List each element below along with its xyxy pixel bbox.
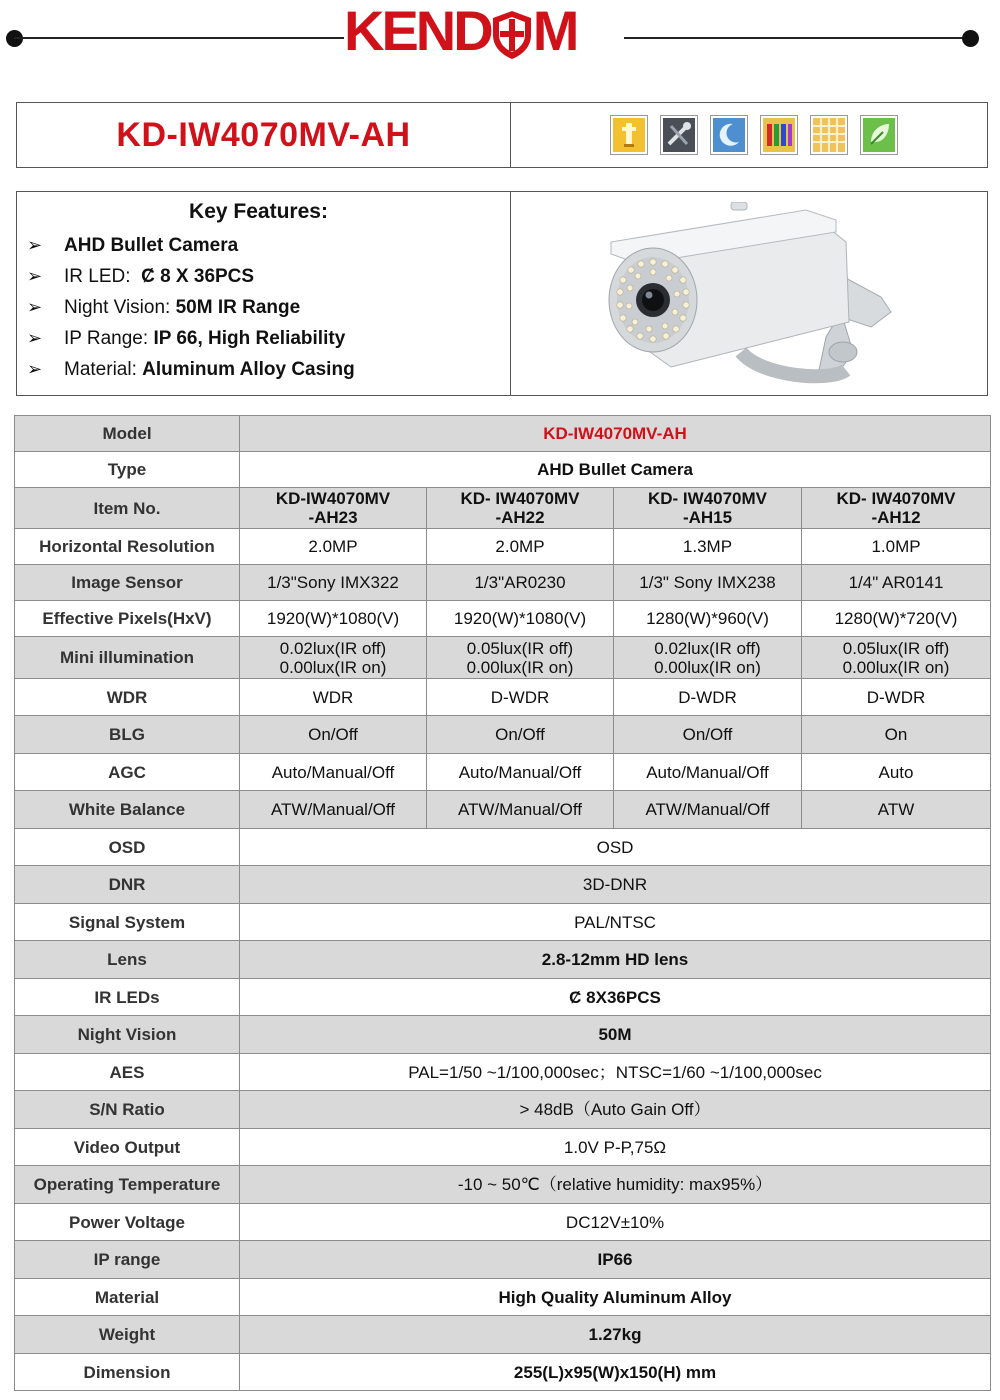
- spec-value: 1/3"Sony IMX322: [240, 565, 427, 601]
- spec-value: Auto: [802, 754, 991, 791]
- spec-value: 3D-DNR: [240, 866, 991, 904]
- spec-label: Type: [15, 452, 240, 488]
- table-row: [15, 637, 991, 679]
- spec-value: 1/4" AR0141: [802, 565, 991, 601]
- table-row: [15, 829, 991, 866]
- spec-value: KD- IW4070MV -AH12: [802, 488, 991, 529]
- spec-value: D-WDR: [802, 679, 991, 716]
- spec-label: AES: [15, 1054, 240, 1091]
- spec-value: 0.05lux(IR off) 0.00lux(IR on): [427, 637, 614, 679]
- decor-line: [14, 37, 344, 39]
- arrow-bullet-icon: ➢: [27, 297, 43, 317]
- spec-label: IP range: [15, 1241, 240, 1279]
- spec-value: IP66: [240, 1241, 991, 1279]
- spec-value: ATW/Manual/Off: [427, 791, 614, 829]
- spec-label: Night Vision: [15, 1016, 240, 1054]
- spec-value: AHD Bullet Camera: [240, 452, 991, 488]
- spec-value: 1.27kg: [240, 1316, 991, 1354]
- table-row: [15, 754, 991, 791]
- spec-label: Power Voltage: [15, 1204, 240, 1241]
- model-title-box: [16, 102, 988, 168]
- spec-label: Mini illumination: [15, 637, 240, 679]
- spec-value: DC12V±10%: [240, 1204, 991, 1241]
- color-bars-icon: [760, 115, 798, 155]
- spec-value: 255(L)x95(W)x150(H) mm: [240, 1354, 991, 1391]
- spec-value: -10 ~ 50℃（relative humidity: max95%）: [240, 1166, 991, 1204]
- spec-value: 1280(W)*720(V): [802, 601, 991, 637]
- table-row: [15, 529, 991, 565]
- spec-value: On/Off: [240, 716, 427, 754]
- feature-item: ➢ Night Vision: 50M IR Range: [17, 292, 510, 323]
- spec-value: 2.8-12mm HD lens: [240, 941, 991, 979]
- table-row: [15, 904, 991, 941]
- spec-value: On/Off: [427, 716, 614, 754]
- spec-label: S/N Ratio: [15, 1091, 240, 1129]
- spec-value: 1/3" Sony IMX238: [614, 565, 802, 601]
- spec-value: KD-IW4070MV -AH23: [240, 488, 427, 529]
- spec-value: WDR: [240, 679, 427, 716]
- table-row: [15, 452, 991, 488]
- spec-table: [14, 415, 991, 1391]
- spec-value: KD- IW4070MV -AH22: [427, 488, 614, 529]
- spec-label: Weight: [15, 1316, 240, 1354]
- brand-logo: KEND M: [344, 0, 577, 62]
- spec-value: 50M: [240, 1016, 991, 1054]
- arrow-bullet-icon: ➢: [27, 266, 43, 286]
- table-row: [15, 1054, 991, 1091]
- spec-label: OSD: [15, 829, 240, 866]
- spec-label: Image Sensor: [15, 565, 240, 601]
- spec-value: On: [802, 716, 991, 754]
- spec-value: 1920(W)*1080(V): [427, 601, 614, 637]
- features-title: Key Features:: [189, 200, 328, 223]
- spec-value: ATW/Manual/Off: [240, 791, 427, 829]
- leaf-check-icon: [860, 115, 898, 155]
- spec-value: High Quality Aluminum Alloy: [240, 1279, 991, 1316]
- product-photo: [511, 192, 987, 395]
- spec-label: Video Output: [15, 1129, 240, 1166]
- arrow-bullet-icon: ➢: [27, 235, 43, 255]
- table-row: [15, 941, 991, 979]
- grid-icon: [810, 115, 848, 155]
- spec-value: D-WDR: [614, 679, 802, 716]
- spec-label: Signal System: [15, 904, 240, 941]
- table-row: [15, 416, 991, 452]
- spec-value: 2.0MP: [240, 529, 427, 565]
- spec-value: ATW/Manual/Off: [614, 791, 802, 829]
- spec-value: Auto/Manual/Off: [614, 754, 802, 791]
- spec-value: On/Off: [614, 716, 802, 754]
- table-row: [15, 1279, 991, 1316]
- spec-value: 1920(W)*1080(V): [240, 601, 427, 637]
- spec-label: BLG: [15, 716, 240, 754]
- model-title: KD-IW4070MV-AH: [116, 115, 411, 154]
- spec-label: Item No.: [15, 488, 240, 529]
- spec-label: Horizontal Resolution: [15, 529, 240, 565]
- feature-item: ➢ AHD Bullet Camera: [17, 230, 510, 261]
- feature-icons: [511, 103, 987, 167]
- table-row: [15, 601, 991, 637]
- spec-label: Lens: [15, 941, 240, 979]
- spec-label: Operating Temperature: [15, 1166, 240, 1204]
- arrow-bullet-icon: ➢: [27, 328, 43, 348]
- spec-label: White Balance: [15, 791, 240, 829]
- spec-label: WDR: [15, 679, 240, 716]
- table-row: [15, 866, 991, 904]
- night-moon-icon: [710, 115, 748, 155]
- spec-label: AGC: [15, 754, 240, 791]
- table-row: [15, 1316, 991, 1354]
- table-row: [15, 679, 991, 716]
- spec-value: KD-IW4070MV-AH: [240, 416, 991, 452]
- shield-logo-icon: [489, 9, 535, 61]
- table-row: [15, 1129, 991, 1166]
- spec-label: DNR: [15, 866, 240, 904]
- spec-value: PAL/NTSC: [240, 904, 991, 941]
- spec-value: Ȼ 8X36PCS: [240, 979, 991, 1016]
- spec-value: 1.3MP: [614, 529, 802, 565]
- feature-list: [17, 230, 510, 385]
- table-row: [15, 1016, 991, 1054]
- spec-value: 0.02lux(IR off) 0.00lux(IR on): [240, 637, 427, 679]
- spec-value: KD- IW4070MV -AH15: [614, 488, 802, 529]
- table-row: [15, 1241, 991, 1279]
- spec-value: 1280(W)*960(V): [614, 601, 802, 637]
- table-row: [15, 1204, 991, 1241]
- brand-header: [0, 0, 1000, 80]
- feature-item: ➢ Material: Aluminum Alloy Casing: [17, 354, 510, 385]
- decor-dot: [962, 30, 979, 47]
- spec-label: Dimension: [15, 1354, 240, 1391]
- key-features-box: [16, 191, 988, 396]
- spec-value: PAL=1/50 ~1/100,000sec；NTSC=1/60 ~1/100,000sec: [240, 1054, 991, 1091]
- spec-label: Model: [15, 416, 240, 452]
- spec-label: Material: [15, 1279, 240, 1316]
- spec-value: 1/3"AR0230: [427, 565, 614, 601]
- table-row: [15, 979, 991, 1016]
- spec-label: Effective Pixels(HxV): [15, 601, 240, 637]
- spec-value: > 48dB（Auto Gain Off）: [240, 1091, 991, 1129]
- spec-value: 0.02lux(IR off) 0.00lux(IR on): [614, 637, 802, 679]
- spec-value: OSD: [240, 829, 991, 866]
- spec-value: 0.05lux(IR off) 0.00lux(IR on): [802, 637, 991, 679]
- spec-label: IR LEDs: [15, 979, 240, 1016]
- table-row: [15, 565, 991, 601]
- table-row: [15, 791, 991, 829]
- spec-value: 1.0V P-P,75Ω: [240, 1129, 991, 1166]
- spec-value: 2.0MP: [427, 529, 614, 565]
- spec-value: 1.0MP: [802, 529, 991, 565]
- table-row: [15, 488, 991, 529]
- bullet-camera-image: [591, 202, 911, 392]
- feature-item: ➢ IP Range: IP 66, High Reliability: [17, 323, 510, 354]
- feature-item: ➢ IR LED: Ȼ 8 X 36PCS: [17, 261, 510, 292]
- table-row: [15, 716, 991, 754]
- decor-line: [624, 37, 972, 39]
- spec-value: Auto/Manual/Off: [240, 754, 427, 791]
- tools-icon: [660, 115, 698, 155]
- dome-lens-icon: [610, 115, 648, 155]
- spec-value: D-WDR: [427, 679, 614, 716]
- table-row: [15, 1166, 991, 1204]
- arrow-bullet-icon: ➢: [27, 359, 43, 379]
- spec-value: Auto/Manual/Off: [427, 754, 614, 791]
- spec-value: ATW: [802, 791, 991, 829]
- table-row: [15, 1091, 991, 1129]
- table-row: [15, 1354, 991, 1391]
